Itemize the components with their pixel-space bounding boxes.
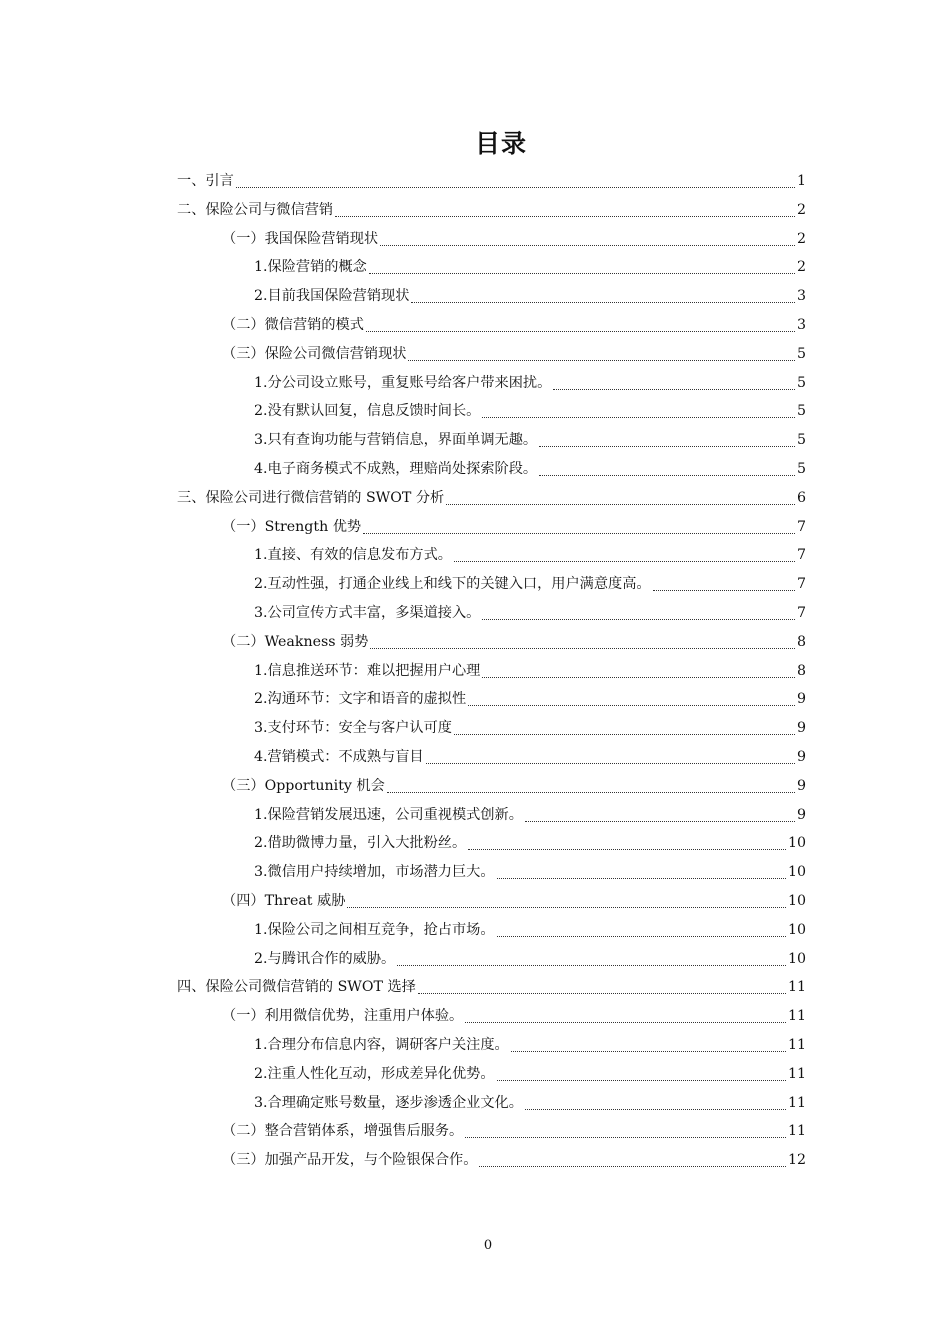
- toc-entry[interactable]: [177, 973, 806, 1002]
- toc-dot-leader: [653, 581, 795, 591]
- toc-dot-leader: [468, 696, 795, 706]
- toc-entry-text: 3.只有查询功能与营销信息，界面单调无趣。: [254, 432, 538, 449]
- toc-entry[interactable]: [222, 1146, 806, 1175]
- toc-entry-page: 11: [787, 1094, 806, 1111]
- toc-entry-page: 10: [787, 921, 806, 938]
- toc-entry-text: （一）我国保险营销现状: [222, 230, 379, 247]
- toc-entry-text: 三、保险公司进行微信营销的 SWOT 分析: [177, 489, 445, 506]
- toc-entry-page: 9: [796, 777, 806, 794]
- toc-entry-page: 10: [787, 864, 806, 881]
- toc-entry-page: 7: [796, 605, 806, 621]
- toc-entry[interactable]: [254, 685, 806, 714]
- toc-entry-page: 9: [796, 749, 806, 765]
- toc-dot-leader: [380, 236, 795, 246]
- toc-entry-text: 2.互动性强，打通企业线上和线下的关键入口，用户满意度高。: [254, 576, 651, 593]
- toc-dot-leader: [397, 956, 786, 966]
- toc-entry[interactable]: [222, 225, 806, 254]
- toc-entry-page: 7: [796, 547, 806, 564]
- toc-entry-text: 2.没有默认回复，信息反馈时间长。: [254, 403, 481, 420]
- toc-dot-leader: [411, 293, 795, 303]
- toc-entry-page: 5: [796, 374, 806, 391]
- toc-entry-text: 3.公司宣传方式丰富，多渠道接入。: [254, 605, 481, 621]
- toc-dot-leader: [497, 927, 786, 937]
- toc-entry[interactable]: [254, 455, 806, 484]
- toc-dot-leader: [539, 466, 795, 476]
- toc-entry[interactable]: [222, 513, 806, 542]
- toc-entry-text: （三）加强产品开发，与个险银保合作。: [222, 1152, 478, 1169]
- toc-entry-page: 11: [787, 1008, 806, 1025]
- toc-entry-page: 7: [796, 576, 806, 593]
- toc-entry-page: 1: [796, 173, 806, 189]
- toc-entry-text: 1.保险公司之间相互竞争，抢占市场。: [254, 921, 495, 938]
- toc-entry-page: 11: [787, 1123, 806, 1140]
- toc-title: 目录: [474, 129, 527, 158]
- toc-entry[interactable]: [254, 397, 806, 426]
- toc-dot-leader: [454, 552, 795, 562]
- toc-entry-text: 1.信息推送环节：难以把握用户心理: [254, 662, 481, 679]
- toc-dot-leader: [418, 984, 786, 994]
- toc-entry[interactable]: [177, 484, 806, 513]
- toc-entry-text: （一）Strength 优势: [222, 518, 362, 535]
- toc-entry[interactable]: [254, 426, 806, 455]
- toc-dot-leader: [446, 495, 795, 505]
- toc-dot-leader: [553, 380, 795, 390]
- toc-dot-leader: [387, 783, 795, 793]
- toc-entry-page: 9: [796, 806, 806, 823]
- toc-dot-leader: [479, 1157, 786, 1167]
- toc-entry-text: 1.合理分布信息内容，调研客户关注度。: [254, 1037, 509, 1053]
- toc-entry[interactable]: [254, 570, 806, 599]
- toc-entry[interactable]: [254, 743, 806, 772]
- toc-dot-leader: [525, 1100, 786, 1110]
- toc-entry[interactable]: [254, 599, 806, 628]
- toc-entry-page: 5: [796, 432, 806, 449]
- toc-dot-leader: [482, 668, 795, 678]
- toc-entry[interactable]: [254, 714, 806, 743]
- toc-entry-text: （三）Opportunity 机会: [222, 777, 385, 794]
- toc-entry[interactable]: [222, 311, 806, 340]
- toc-entry-page: 3: [796, 288, 806, 305]
- toc-entry-text: 四、保险公司微信营销的 SWOT 选择: [177, 979, 416, 996]
- toc-dot-leader: [236, 178, 795, 188]
- toc-entry-text: 2.借助微博力量，引入大批粉丝。: [254, 835, 467, 852]
- toc-entry-page: 9: [796, 720, 806, 737]
- toc-entry[interactable]: [222, 340, 806, 369]
- toc-entry[interactable]: [177, 196, 806, 225]
- toc-dot-leader: [335, 207, 795, 217]
- toc-entry[interactable]: [222, 887, 806, 916]
- toc-dot-leader: [363, 524, 795, 534]
- toc-entry[interactable]: [222, 1117, 806, 1146]
- toc-entry-page: 5: [796, 345, 806, 362]
- toc-dot-leader: [370, 639, 795, 649]
- toc-entry-text: 2.与腾讯合作的威胁。: [254, 950, 396, 967]
- toc-entry-text: 4.电子商务模式不成熟，理赔尚处探索阶段。: [254, 461, 538, 477]
- toc-entry[interactable]: [222, 628, 806, 657]
- toc-entry[interactable]: [222, 1002, 806, 1031]
- toc-dot-leader: [347, 898, 786, 908]
- toc-entry-text: 1.直接、有效的信息发布方式。: [254, 547, 452, 564]
- toc-entry-text: 3.合理确定账号数量，逐步渗透企业文化。: [254, 1094, 523, 1111]
- toc-entry-page: 3: [796, 317, 806, 333]
- toc-entry-page: 11: [787, 1065, 806, 1082]
- toc-entry-page: 7: [796, 518, 806, 535]
- toc-entry[interactable]: [254, 858, 806, 887]
- toc-dot-leader: [426, 754, 795, 764]
- toc-entry-page: 2: [796, 259, 806, 276]
- toc-entry[interactable]: [254, 916, 806, 945]
- toc-dot-leader: [482, 408, 795, 418]
- toc-dot-leader: [408, 351, 795, 361]
- toc-entry[interactable]: [254, 1031, 806, 1060]
- toc-entry-page: 6: [796, 489, 806, 506]
- toc-entry-page: 10: [787, 835, 806, 852]
- toc-entry[interactable]: [254, 801, 806, 830]
- toc-dot-leader: [369, 264, 795, 274]
- toc-entry-text: （二）微信营销的模式: [222, 317, 364, 333]
- toc-entry-text: 2.目前我国保险营销现状: [254, 288, 410, 305]
- toc-entry-page: 2: [796, 201, 806, 218]
- toc-dot-leader: [468, 840, 786, 850]
- toc-entry[interactable]: [254, 1089, 806, 1118]
- toc-entry[interactable]: [222, 772, 806, 801]
- toc-entry[interactable]: [177, 167, 806, 196]
- toc-entry-text: （三）保险公司微信营销现状: [222, 345, 407, 362]
- toc-entry[interactable]: [254, 369, 806, 398]
- toc-entry-text: （四）Threat 威胁: [222, 893, 346, 909]
- toc-entry-page: 10: [787, 950, 806, 967]
- toc-entry-text: 4.营销模式：不成熟与盲目: [254, 749, 424, 765]
- page-number: 0: [483, 1238, 493, 1253]
- toc-entry-text: 1.分公司设立账号，重复账号给客户带来困扰。: [254, 374, 552, 391]
- toc-entry-page: 10: [787, 893, 806, 909]
- toc-entry-text: （二）Weakness 弱势: [222, 633, 369, 650]
- toc-entry-text: 二、保险公司与微信营销: [177, 201, 334, 218]
- toc-dot-leader: [465, 1013, 786, 1023]
- toc-dot-leader: [525, 812, 795, 822]
- toc-dot-leader: [539, 437, 795, 447]
- toc-entry[interactable]: [254, 829, 806, 858]
- toc-entry-text: （二）整合营销体系，增强售后服务。: [222, 1123, 464, 1140]
- toc-entry[interactable]: [254, 541, 806, 570]
- toc-entry-page: 2: [796, 230, 806, 247]
- toc-dot-leader: [454, 725, 795, 735]
- toc-entry-page: 8: [796, 662, 806, 679]
- toc-entry-text: 3.微信用户持续增加，市场潜力巨大。: [254, 864, 495, 881]
- toc-entry-text: 3.支付环节：安全与客户认可度: [254, 720, 452, 737]
- toc-entry[interactable]: [254, 1060, 806, 1089]
- toc-dot-leader: [465, 1128, 786, 1138]
- toc-entry-page: 11: [787, 1037, 806, 1053]
- toc-entry-text: （一）利用微信优势，注重用户体验。: [222, 1008, 464, 1025]
- toc-entry-text: 一、引言: [177, 173, 234, 189]
- toc-entry-page: 5: [796, 461, 806, 477]
- toc-entry-text: 1.保险营销发展迅速，公司重视模式创新。: [254, 806, 523, 823]
- toc-dot-leader: [497, 869, 786, 879]
- toc-entry[interactable]: [254, 253, 806, 282]
- toc-entry-text: 2.沟通环节：文字和语音的虚拟性: [254, 691, 467, 708]
- toc-dot-leader: [511, 1042, 786, 1052]
- toc-entry[interactable]: [254, 657, 806, 686]
- toc-entry-page: 8: [796, 633, 806, 650]
- toc-dot-leader: [497, 1071, 786, 1081]
- toc-entry-page: 5: [796, 403, 806, 420]
- toc-entry-text: 1.保险营销的概念: [254, 259, 367, 276]
- toc-entry-text: 2.注重人性化互动，形成差异化优势。: [254, 1065, 495, 1082]
- toc-entry-page: 11: [787, 979, 806, 996]
- toc-entry-page: 12: [787, 1152, 806, 1169]
- toc-entry[interactable]: [254, 282, 806, 311]
- toc-dot-leader: [482, 610, 795, 620]
- toc-dot-leader: [366, 322, 795, 332]
- toc-entry-page: 9: [796, 691, 806, 708]
- toc-entry[interactable]: [254, 945, 806, 974]
